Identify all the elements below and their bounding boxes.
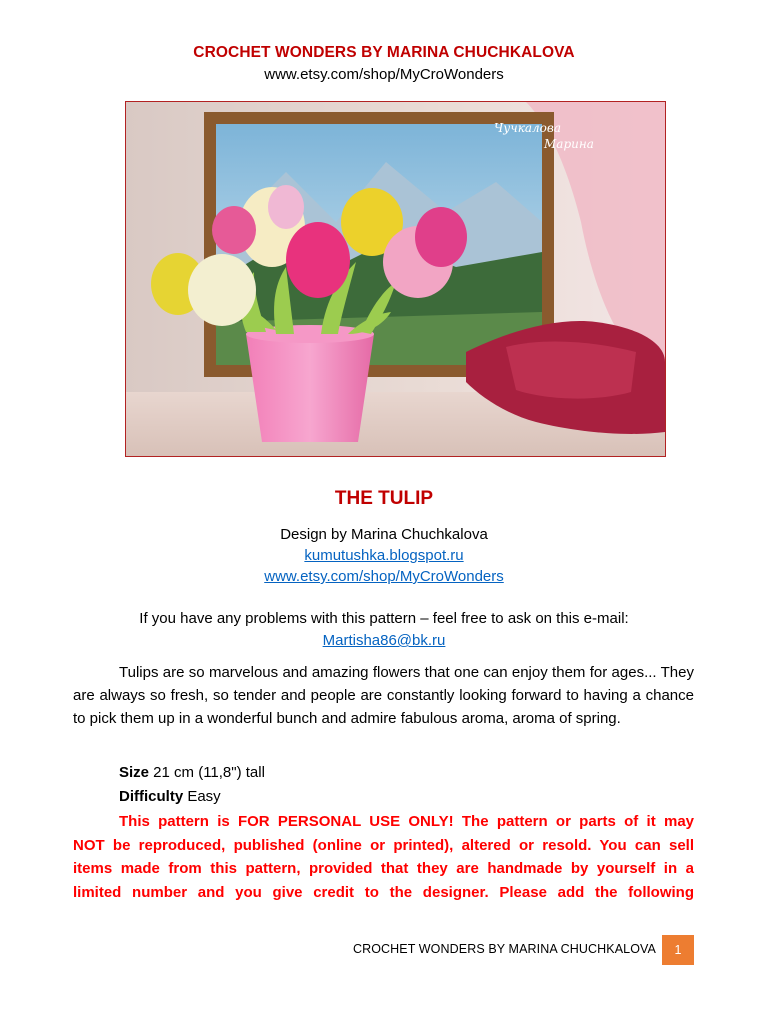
usage-warning [73,810,694,904]
shop-link-line [0,568,768,585]
shop-link[interactable]: www.etsy.com/shop/MyCroWonders [264,568,504,585]
header-url: www.etsy.com/shop/MyCroWonders [264,66,504,83]
warning-line: items made from this pattern, provided that they are handmade by yourself in a [73,860,694,877]
footer-text: CROCHET WONDERS BY MARINA CHUCHKALOVA [352,942,656,956]
header-title: CROCHET WONDERS BY MARINA CHUCHKALOVA [193,44,575,61]
difficulty-line [119,788,221,805]
watermark-line1: Чучкалова [494,121,562,135]
warning-line: limited number and you give credit to the designer. Please add the following [73,883,694,901]
warning-line: NOT be reproduced, published (online or printed), altered or resold. You can sell [73,836,694,854]
watermark-line2: Марина [544,137,594,151]
size-line [119,764,265,781]
blog-link-line [0,547,768,564]
contact-line: If you have any problems with this pattern – feel free to ask on this e-mail: [139,610,629,627]
blog-link[interactable]: kumutushka.blogspot.ru [304,547,464,564]
difficulty-label: Difficulty [119,788,184,805]
page-number-badge: 1 [662,935,694,965]
warning-line: This pattern is FOR PERSONAL USE ONLY! The pattern or parts of it may [119,813,694,830]
size-value: 21 cm (11,8") tall [149,764,265,781]
document-title: THE TULIP [334,488,434,509]
email-link-line [0,632,768,649]
design-by: Design by Marina Chuchkalova [280,526,488,543]
intro-paragraph: Tulips are so marvelous and amazing flowers that one can enjoy them for ages... They are always so fresh, so tender and people are constantly looking forward to having a chance to pick them up in a wonderful bunch and admire fabulous aroma, aroma of spring. [73,664,694,727]
size-label: Size [119,764,150,781]
email-link[interactable]: Martisha86@bk.ru [322,632,446,649]
difficulty-value: Easy [183,788,221,805]
tulip-photo [125,101,666,457]
